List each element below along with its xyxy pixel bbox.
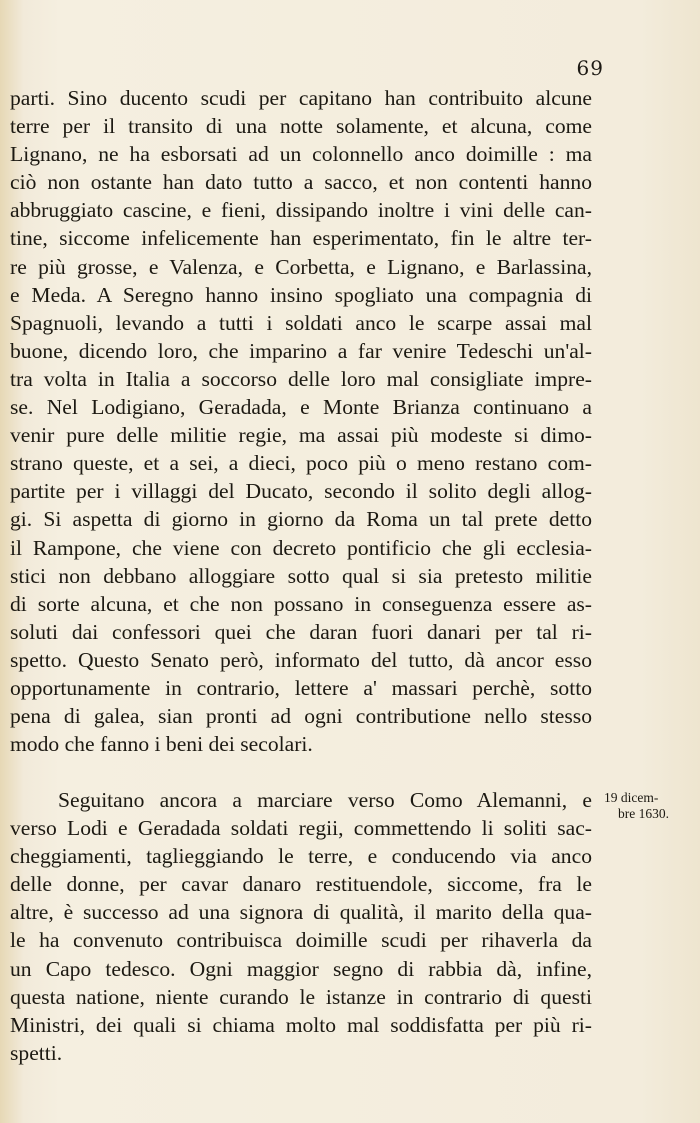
margin-note-line: bre 1630. bbox=[618, 806, 669, 821]
text-line: soluti dai confessori quei che daran fuori danari per tal ri- bbox=[10, 619, 592, 644]
margin-date-note bbox=[604, 790, 694, 822]
text-line: opportunamente in contrario, lettere a' massari perchè, sotto bbox=[10, 675, 592, 700]
text-line: pena di galea, sian pronti ad ogni contributione nello stesso bbox=[10, 704, 592, 729]
text-line: stici non debbano alloggiare sotto qual si sia pretesto militie bbox=[10, 563, 592, 588]
text-line: altre, è successo ad una signora di qualità, il marito della qua- bbox=[10, 900, 592, 925]
text-line: modo che fanno i beni dei secolari. bbox=[10, 732, 313, 757]
text-line: delle donne, per cavar danaro restituendole, siccome, fra le bbox=[10, 872, 592, 897]
text-line: un Capo tedesco. Ogni maggior segno di rabbia dà, infine, bbox=[10, 956, 592, 981]
text-line: venir pure delle militie regie, ma assai più modeste si dimo- bbox=[10, 423, 592, 448]
text-line: Seguitano ancora a marciare verso Como Alemanni, e bbox=[58, 788, 592, 812]
text-line: strano queste, et a sei, a dieci, poco più o meno restano com- bbox=[10, 451, 592, 476]
text-line: spetto. Questo Senato però, informato del tutto, dà ancor esso bbox=[10, 647, 592, 672]
text-line: questa natione, niente curando le istanze in contrario di questi bbox=[10, 984, 592, 1009]
text-line: verso Lodi e Geradada soldati regii, commettendo li soliti sac- bbox=[10, 816, 592, 841]
paragraph-1 bbox=[10, 84, 592, 758]
text-line: tra volta in Italia a soccorso delle loro mal consigliate impre- bbox=[10, 366, 592, 391]
text-line: il Rampone, che viene con decreto pontificio che gli ecclesia- bbox=[10, 535, 592, 560]
text-line: gi. Si aspetta di giorno in giorno da Roma un tal prete detto bbox=[10, 507, 592, 532]
text-line: le ha convenuto contribuisca doimille scudi per rihaverla da bbox=[10, 928, 592, 953]
text-line: partite per i villaggi del Ducato, secondo il solito degli allog- bbox=[10, 479, 592, 504]
text-line: cheggiamenti, taglieggiando le terre, e conducendo via anco bbox=[10, 844, 592, 869]
text-line: di sorte alcuna, et che non possano in conseguenza essere as- bbox=[10, 591, 592, 616]
text-line: buone, dicendo loro, che imparino a far venire Tedeschi un'al- bbox=[10, 338, 592, 363]
text-line: spetti. bbox=[10, 1040, 63, 1065]
paragraph-2 bbox=[10, 786, 592, 1067]
text-line: tine, siccome infelicemente han esperimentato, fin le altre ter- bbox=[10, 226, 592, 251]
text-line: Lignano, ne ha esborsati ad un colonnello anco doimille : ma bbox=[10, 142, 592, 167]
text-line: se. Nel Lodigiano, Geradada, e Monte Brianza continuano a bbox=[10, 395, 592, 420]
text-line: Spagnuoli, levando a tutti i soldati anco le scarpe assai mal bbox=[10, 310, 592, 335]
page-number: 69 bbox=[576, 56, 604, 80]
text-line: re più grosse, e Valenza, e Corbetta, e Lignano, e Barlassina, bbox=[10, 254, 592, 279]
margin-note-line: 19 dicem- bbox=[604, 790, 659, 805]
text-line: ciò non ostante han dato tutto a sacco, et non contenti hanno bbox=[10, 170, 592, 195]
text-line: Ministri, dei quali si chiama molto mal soddisfatta per più ri- bbox=[10, 1012, 592, 1037]
text-line: terre per il transito di una notte solamente, et alcuna, come bbox=[10, 114, 592, 139]
text-line: e Meda. A Seregno hanno insino spogliato una compagnia di bbox=[10, 282, 592, 307]
text-line: parti. Sino ducento scudi per capitano han contribuito alcune bbox=[10, 86, 592, 110]
text-line: abbruggiato cascine, e fieni, dissipando inoltre i vini delle can- bbox=[10, 198, 592, 223]
